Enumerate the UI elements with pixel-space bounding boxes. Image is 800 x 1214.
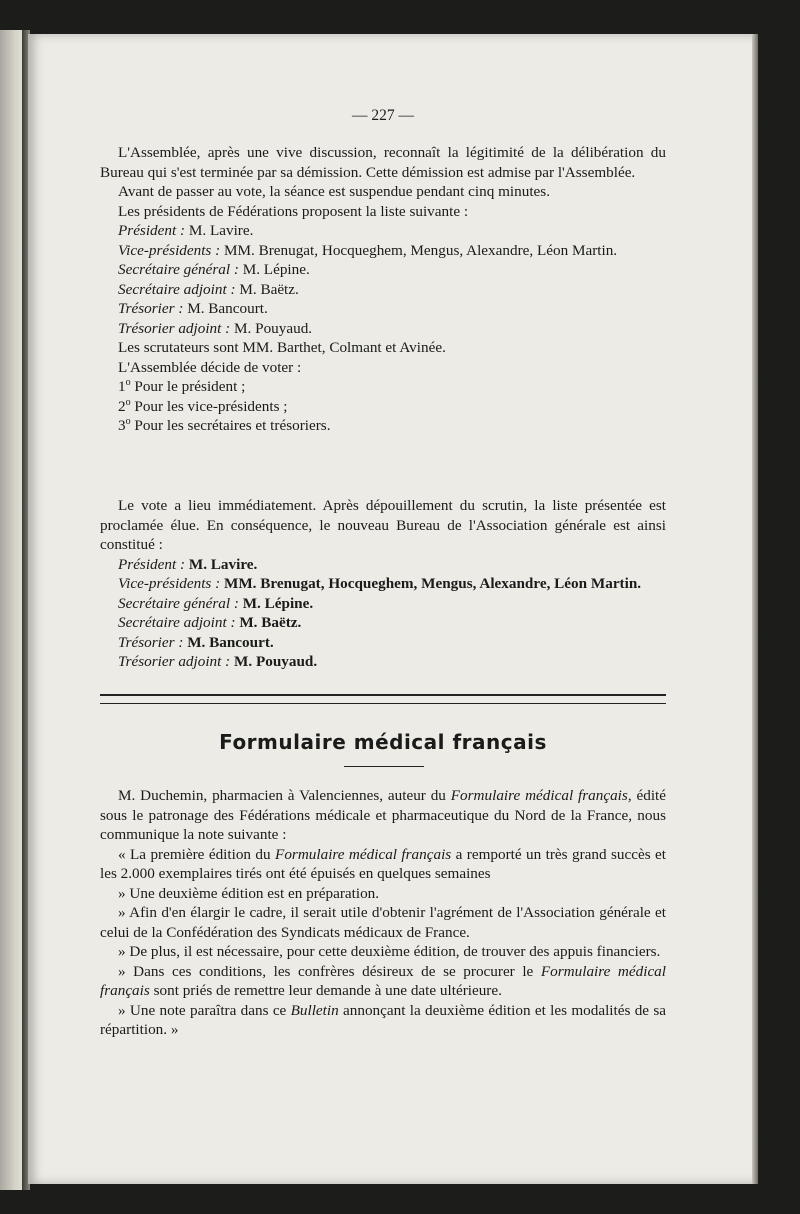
proposed-deputy-treasurer: Trésorier adjoint : M. Pouyaud. — [118, 319, 313, 337]
paragraph-tellers: Les scrutateurs sont MM. Barthet, Colmant et Avinée. — [118, 339, 446, 356]
paragraph-suspension: Avant de passer au vote, la séance est suspendue pendant cinq minutes. — [118, 183, 551, 200]
page-right-edge — [752, 34, 758, 1184]
quote-funding: » De plus, il est nécessaire, pour cette deuxième édition, de trouver des appuis financiers. — [118, 943, 661, 960]
election-result-section — [100, 496, 666, 672]
quote-first-edition: « La première édition du Formulaire médical français a remporté un très grand succès et les 2.000 exemplaires tirés ont été épuisés en quelques semaines — [100, 845, 667, 882]
elected-president: Président : M. Lavire. — [118, 555, 258, 573]
elected-treasurer: Trésorier : M. Bancourt. — [118, 633, 274, 651]
paragraph-resignation: L'Assemblée, après une vive discussion, reconnaît la légitimité de la délibération du Bureau qui s'est terminée par sa démission. Cette démission est admise par l'Assemblée. — [100, 144, 666, 181]
quote-bulletin-note: » Une note paraîtra dans ce Bulletin annonçant la deuxième édition et les modalités de sa répartition. » — [100, 1001, 666, 1038]
assembly-section — [100, 143, 666, 436]
proposed-president: Président : M. Lavire. — [118, 222, 254, 239]
proposed-vice-presidents: Vice-présidents : MM. Brenugat, Hocqueghem, Mengus, Alexandre, Léon Martin. — [118, 241, 618, 259]
proposed-secretary-general: Secrétaire général : M. Lépine. — [118, 261, 310, 278]
proposed-deputy-secretary: Secrétaire adjoint : M. Baëtz. — [118, 280, 299, 298]
elected-deputy-secretary: Secrétaire adjoint : M. Baëtz. — [118, 614, 302, 631]
paragraph-formulaire-intro: M. Duchemin, pharmacien à Valenciennes, auteur du Formulaire médical français, édité sous le patronage des Fédérations médicale et pharmaceutique du Nord de la France, nous communique la note suivante : — [100, 787, 667, 843]
elected-vice-presidents: Vice-présidents : MM. Brenugat, Hocqueghem, Mengus, Alexandre, Léon Martin. — [118, 575, 642, 592]
elected-secretary-general: Secrétaire général : M. Lépine. — [118, 594, 314, 612]
vote-item: 3$^o$ Pour les secrétaires et trésoriers. — [118, 415, 331, 434]
paragraph-proposal: Les présidents de Fédérations proposent la liste suivante : — [118, 202, 469, 220]
elected-deputy-treasurer: Trésorier adjoint : M. Pouyaud. — [118, 653, 318, 670]
book-page — [28, 34, 756, 1184]
quote-requests: » Dans ces conditions, les confrères désireux de se procurer le Formulaire médical français sont priés de remettre leur demande à une date ultérieure. — [100, 962, 666, 999]
paragraph-election-result: Le vote a lieu immédiatement. Après dépouillement du scrutin, la liste présentée est proclamée élue. En conséquence, le nouveau Bureau de l'Association générale est ainsi constitué : — [100, 497, 666, 553]
section-title: Formulaire médical français — [219, 730, 547, 754]
title-underline — [344, 766, 424, 767]
formulaire-section — [100, 786, 666, 1040]
vote-item: 2$^o$ Pour les vice-présidents ; — [118, 396, 288, 415]
vote-item: 1$^o$ Pour le président ; — [118, 376, 246, 395]
page-number: — 227 — — [352, 107, 414, 124]
paragraph-vote-decision: L'Assemblée décide de voter : — [118, 358, 302, 376]
quote-second-edition: » Une deuxième édition est en préparation. — [118, 884, 380, 902]
proposed-treasurer: Trésorier : M. Bancourt. — [118, 300, 268, 317]
quote-approval: » Afin d'en élargir le cadre, il serait utile d'obtenir l'agrément de l'Association générale et celui de la Confédération des Syndicats médicaux de France. — [100, 904, 666, 941]
section-divider — [100, 694, 666, 704]
